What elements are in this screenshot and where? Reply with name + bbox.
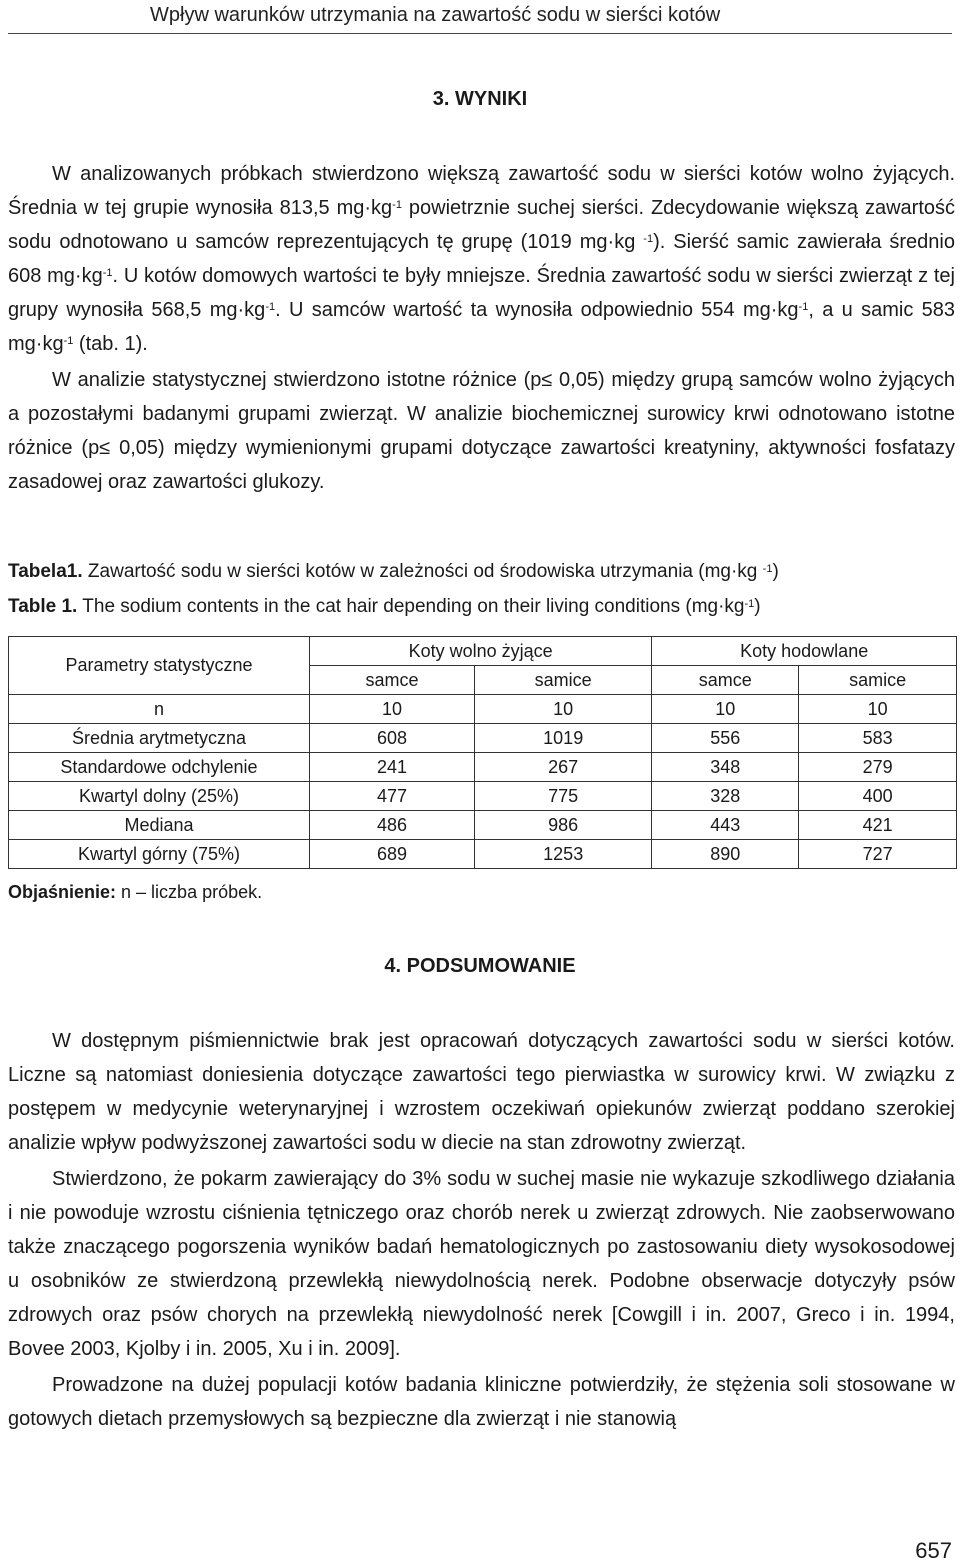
table-cell: 727 (799, 840, 957, 869)
subheader-cell: samice (799, 666, 957, 695)
subheader-cell: samce (310, 666, 475, 695)
summary-heading: 4. PODSUMOWANIE (384, 955, 576, 977)
table-cell: 400 (799, 782, 957, 811)
table-cell: 689 (310, 840, 475, 869)
summary-text (8, 1024, 955, 1436)
table-cell: 10 (310, 695, 475, 724)
table-caption-en: Table 1. The sodium contents in the cat hair depending on their living conditions $(mg\cdot kg^{-1})$ (8, 596, 761, 617)
header-rule (8, 33, 952, 34)
table-caption-pl: Tabela1. Zawartość sodu w sierści kotów w zależności od środowiska utrzymania (mg·kg $^{-1}$) (8, 561, 779, 582)
page-number: 657 (915, 1538, 952, 1563)
table-cell: 775 (475, 782, 652, 811)
table-cell: 10 (799, 695, 957, 724)
table-row (9, 840, 957, 869)
row-label: Kwartyl górny (75%) (9, 840, 310, 869)
table-row (9, 695, 957, 724)
table-cell: 890 (652, 840, 799, 869)
row-label: n (9, 695, 310, 724)
running-header (0, 0, 960, 34)
table-cell: 1253 (475, 840, 652, 869)
sodium-table (8, 636, 957, 869)
table-row (9, 724, 957, 753)
subheader-cell: samice (475, 666, 652, 695)
table-cell: 486 (310, 811, 475, 840)
table-cell: 608 (310, 724, 475, 753)
table-cell: 443 (652, 811, 799, 840)
table-cell: 477 (310, 782, 475, 811)
table-cell: 241 (310, 753, 475, 782)
table-cell: 267 (475, 753, 652, 782)
results-paragraph-2: W analizie statystycznej stwierdzono istotne różnice (p≤ 0,05) między grupą samców wolno żyjących a pozostałymi badanymi grupami zwierząt. W analizie biochemicznej surowicy krwi odnotowano istotne różnice (p≤ 0,05) między wymienionymi grupami dotyczące zawartości kreatyniny, aktywności fosfatazy zasadowej oraz zawartości glukozy. (8, 369, 955, 493)
table-row (9, 811, 957, 840)
table-cell: 583 (799, 724, 957, 753)
table-cell: 986 (475, 811, 652, 840)
table-row (9, 782, 957, 811)
summary-paragraph-1: W dostępnym piśmiennictwie brak jest opracowań dotyczących zawartości sodu w sierści kotów. Liczne są natomiast doniesienia dotyczące zawartości tego pierwiastka w surowicy krwi. W związku z postępem w medycynie weterynaryjnej i wzrostem oczekiwań opiekunów zwierząt poddano szerokiej analizie wpływ podwyższonej zawartości sodu w diecie na stan zdrowotny zwierząt. (8, 1030, 955, 1154)
table-cell: 1019 (475, 724, 652, 753)
running-title: Wpływ warunków utrzymania na zawartość sodu w sierści kotów (150, 4, 721, 26)
table-cell: 10 (475, 695, 652, 724)
row-label: Standardowe odchylenie (9, 753, 310, 782)
results-heading: 3. WYNIKI (432, 88, 528, 110)
subheader-cell: samce (652, 666, 799, 695)
row-label: Mediana (9, 811, 310, 840)
group-header-feral: Koty wolno żyjące (310, 637, 652, 666)
table-cell: 556 (652, 724, 799, 753)
summary-paragraph-2: Stwierdzono, że pokarm zawierający do 3% sodu w suchej masie nie wykazuje szkodliwego działania i nie powoduje wzrostu ciśnienia tętniczego oraz chorób nerek u zwierząt zdrowych. Nie zaobserwowano także znaczącego pogorszenia wyników badań hematologicznych po zastosowaniu diety wysokosodowej u osobników ze stwierdzoną przewlekłą niewydolnością nerek. Podobne obserwacje dotyczyły psów zdrowych oraz psów chorych na przewlekłą niewydolność nerek [Cowgill i in. 2007, Greco i in. 1994, Bovee 2003, Kjolby i in. 2005, Xu i in. 2009]. (8, 1168, 955, 1360)
results-paragraph-1: W analizowanych próbkach stwierdzono większą zawartość sodu w sierści kotów wolno żyjących. Średnia w tej grupie wynosiła 813,5 $mg\cdot kg^{-1}$ powietrznie suchej sierści. Zdecydowanie większą zawartość sodu odnotowano u samców reprezentujących tę grupę (1019 mg·kg $^{-1}$). Sierść samic zawierała średnio 608 $mg\cdot kg^{-1}$. U kotów domowych wartości te były mniejsze. Średnia zawartość sodu w sierści zwierząt z tej grupy wynosiła 568,5 $mg\cdot kg^{-1}$. U samców wartość ta wynosiła odpowiednio 554 $mg\cdot kg^{-1}$, a u samic 583 $mg\cdot kg^{-1}$ (tab. 1). (8, 163, 956, 355)
table-row (9, 753, 957, 782)
table-cell: 421 (799, 811, 957, 840)
table-cell: 348 (652, 753, 799, 782)
row-label: Średnia arytmetyczna (9, 724, 310, 753)
table-cell: 279 (799, 753, 957, 782)
row-label: Kwartyl dolny (25%) (9, 782, 310, 811)
results-text (8, 157, 955, 499)
group-header-breeding: Koty hodowlane (652, 637, 957, 666)
table-cell: 328 (652, 782, 799, 811)
summary-paragraph-3: Prowadzone na dużej populacji kotów badania kliniczne potwierdziły, że stężenia soli stosowane w gotowych dietach przemysłowych są bezpieczne dla zwierząt i nie stanowią (8, 1374, 955, 1430)
table-note: Objaśnienie: n – liczba próbek. (8, 882, 263, 902)
table-cell: 10 (652, 695, 799, 724)
param-header: Parametry statystyczne (9, 637, 310, 695)
